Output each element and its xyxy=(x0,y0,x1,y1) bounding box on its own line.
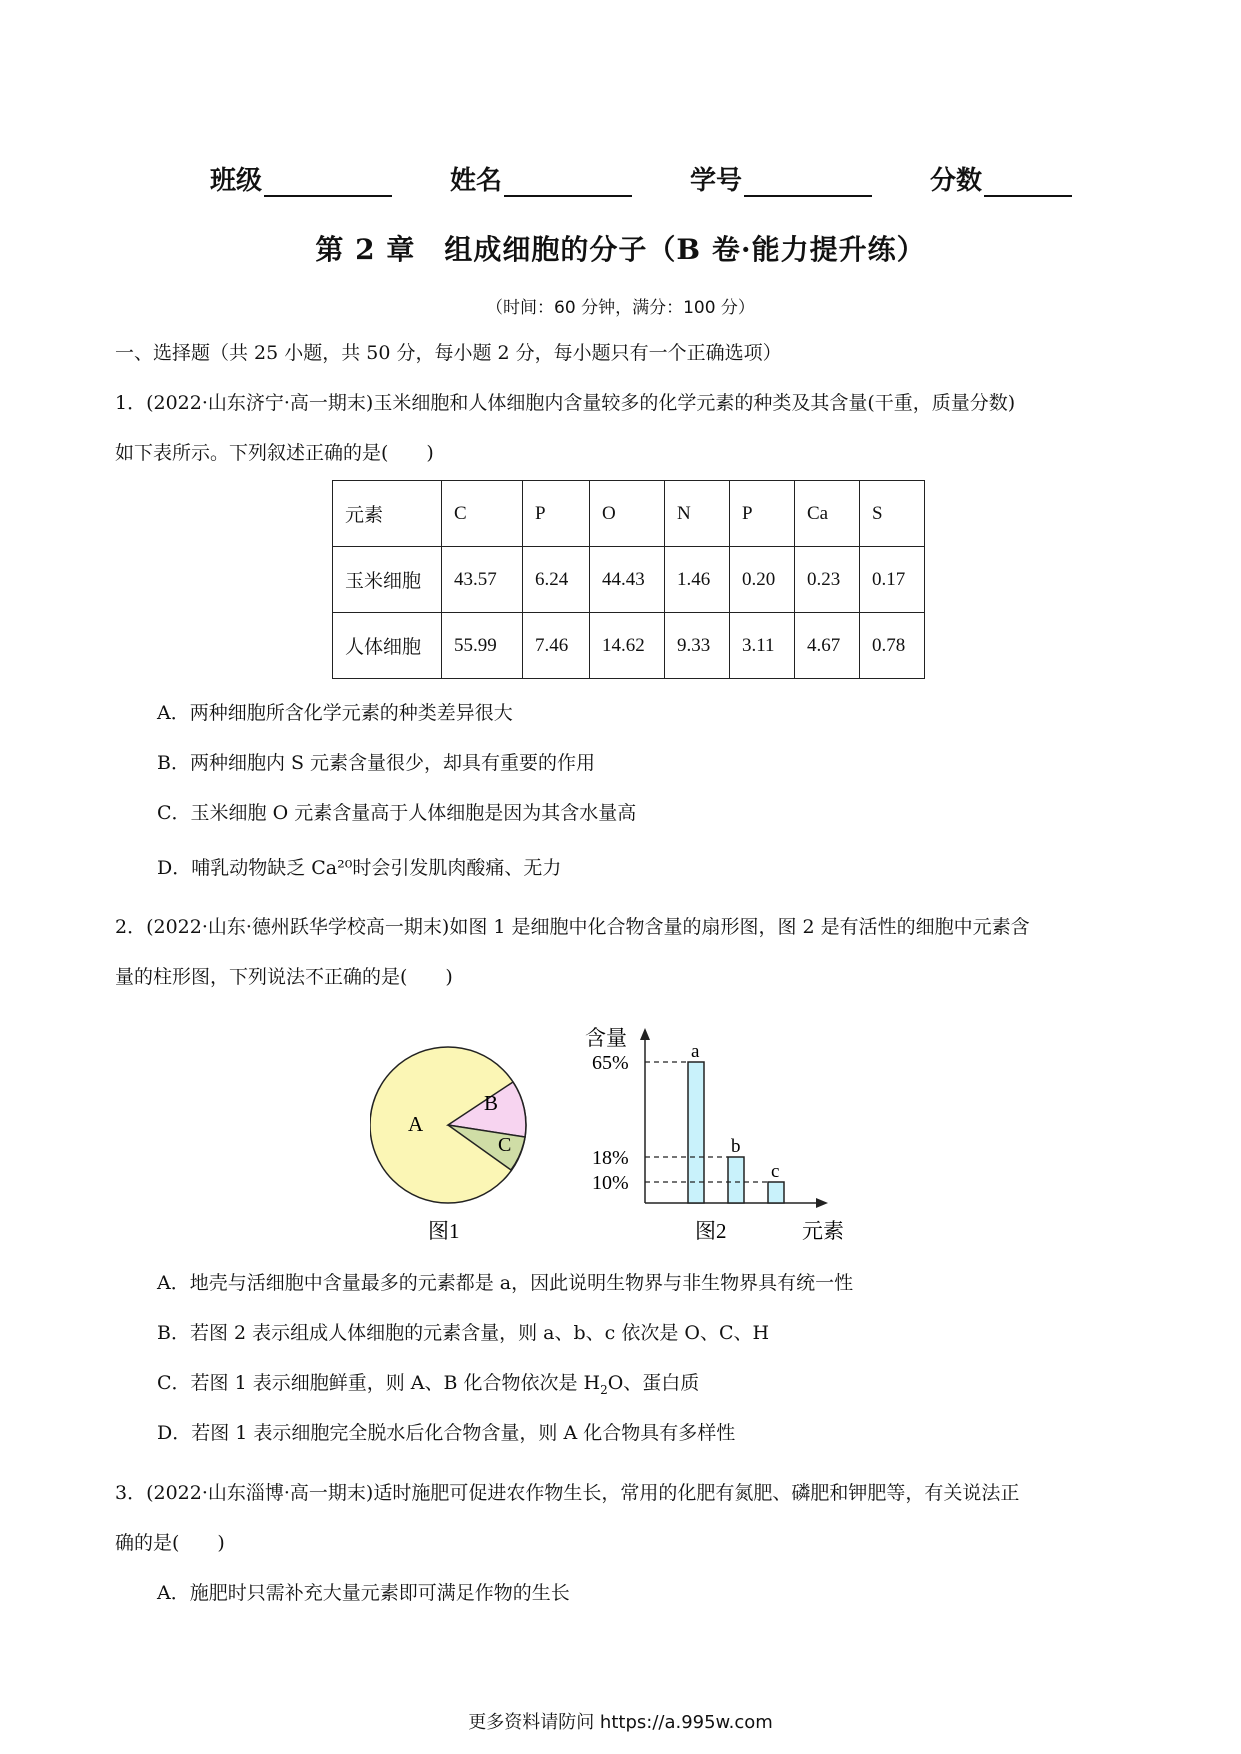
x-axis-arrow xyxy=(816,1198,828,1208)
exam-time-info: （时间：60 分钟，满分：100 分） xyxy=(486,298,755,318)
page-title: 第 2 章 组成细胞的分子（B 卷·能力提升练） xyxy=(315,233,926,266)
q1-stem-line1: 1．(2022·山东济宁·高一期末)玉米细胞和人体细胞内含量较多的化学元素的种类及其含量(干重，质量分数) xyxy=(115,392,1016,414)
element-content-table xyxy=(332,480,925,679)
q1-option-d[interactable]: D．哺乳动物缺乏 Ca²⁰时会引发肌肉酸痛、无力 xyxy=(157,857,562,879)
table-cell: 6.24 xyxy=(523,547,590,613)
name-blank[interactable] xyxy=(504,165,632,197)
pie-chart xyxy=(370,1047,526,1243)
bar-chart xyxy=(585,1026,844,1243)
q2-stem-line1: 2．(2022·山东·德州跃华学校高一期末)如图 1 是细胞中化合物含量的扇形图，图 2 是有活性的细胞中元素含 xyxy=(115,916,1030,938)
table-cell: 14.62 xyxy=(590,613,665,679)
table-cell: P xyxy=(523,481,590,547)
bar-b xyxy=(728,1157,744,1203)
student-id-blank[interactable] xyxy=(744,165,872,197)
pie-caption: 图1 xyxy=(428,1219,460,1243)
table-cell: 7.46 xyxy=(523,613,590,679)
score-blank[interactable] xyxy=(984,165,1072,197)
q2-option-a[interactable]: A．地壳与活细胞中含量最多的元素都是 a，因此说明生物界与非生物界具有统一性 xyxy=(157,1272,854,1294)
table-cell: 0.20 xyxy=(730,547,795,613)
table-cell: 人体细胞 xyxy=(333,613,442,679)
q2-option-c-text: C．若图 1 表示细胞鲜重，则 A、B 化合物依次是 H xyxy=(157,1372,601,1394)
q1-option-a[interactable]: A．两种细胞所含化学元素的种类差异很大 xyxy=(157,702,513,724)
table-row xyxy=(333,547,925,613)
q1-option-b[interactable]: B．两种细胞内 S 元素含量很少，却具有重要的作用 xyxy=(157,752,596,774)
y-tick-label: 18% xyxy=(592,1147,629,1169)
y-axis-arrow xyxy=(640,1028,650,1040)
y-axis-label: 含量 xyxy=(585,1026,627,1050)
table-cell: O xyxy=(590,481,665,547)
student-id-label: 学号 xyxy=(690,166,743,196)
bars-group xyxy=(592,1041,784,1203)
student-id-field xyxy=(690,160,872,197)
bar-label: c xyxy=(771,1161,780,1182)
footer-link[interactable]: 更多资料请防问 https://a.995w.com xyxy=(468,1712,773,1733)
q3-option-a[interactable]: A．施肥时只需补充大量元素即可满足作物的生长 xyxy=(157,1582,570,1604)
q2-option-d[interactable]: D．若图 1 表示细胞完全脱水后化合物含量，则 A 化合物具有多样性 xyxy=(157,1422,736,1444)
q2-option-c-text-end: O、蛋白质 xyxy=(607,1372,700,1394)
table-cell: 0.23 xyxy=(795,547,860,613)
table-cell: P xyxy=(730,481,795,547)
pie-label-b: B xyxy=(484,1091,499,1115)
table-cell: 1.46 xyxy=(665,547,730,613)
name-field xyxy=(450,160,632,197)
score-field xyxy=(930,160,1072,197)
table-cell: 3.11 xyxy=(730,613,795,679)
class-blank[interactable] xyxy=(264,165,392,197)
table-cell: 55.99 xyxy=(442,613,523,679)
q2-option-b[interactable]: B．若图 2 表示组成人体细胞的元素含量，则 a、b、c 依次是 O、C、H xyxy=(157,1322,770,1344)
q2-stem-line2: 量的柱形图，下列说法不正确的是( ) xyxy=(115,966,453,988)
q3-stem-line2: 确的是( ) xyxy=(115,1532,225,1554)
bar-caption: 图2 xyxy=(695,1219,727,1243)
q2-option-c[interactable] xyxy=(157,1368,699,1397)
bar-label: b xyxy=(731,1136,741,1157)
table-cell: 元素 xyxy=(333,481,442,547)
bar-label: a xyxy=(691,1041,700,1062)
x-axis-label: 元素 xyxy=(802,1219,844,1243)
table-row xyxy=(333,613,925,679)
student-info-line xyxy=(210,160,1130,197)
q3-stem-line1: 3．(2022·山东淄博·高一期末)适时施肥可促进农作物生长，常用的化肥有氮肥、磷肥和钾肥等，有关说法正 xyxy=(115,1482,1020,1504)
table-cell: Ca xyxy=(795,481,860,547)
y-tick-label: 65% xyxy=(592,1052,629,1074)
table-cell: C xyxy=(442,481,523,547)
q1-option-c[interactable]: C．玉米细胞 O 元素含量高于人体细胞是因为其含水量高 xyxy=(157,802,637,824)
pie-label-a: A xyxy=(408,1112,424,1136)
table-cell: S xyxy=(860,481,925,547)
q1-stem-line2: 如下表所示。下列叙述正确的是( ) xyxy=(115,442,434,464)
pie-label-c: C xyxy=(498,1134,512,1156)
q2-option-c-subscript: 2 xyxy=(600,1382,608,1397)
name-label: 姓名 xyxy=(450,166,503,196)
bar-c xyxy=(768,1182,784,1203)
q2-figure xyxy=(370,1020,870,1245)
table-cell: 玉米细胞 xyxy=(333,547,442,613)
table-cell: 9.33 xyxy=(665,613,730,679)
table-cell: 4.67 xyxy=(795,613,860,679)
class-field xyxy=(210,160,392,197)
class-label: 班级 xyxy=(210,166,263,196)
table-cell: N xyxy=(665,481,730,547)
table-cell: 43.57 xyxy=(442,547,523,613)
table-cell: 0.17 xyxy=(860,547,925,613)
score-label: 分数 xyxy=(930,166,983,196)
table-header-row xyxy=(333,481,925,547)
section-heading: 一、选择题（共 25 小题，共 50 分，每小题 2 分，每小题只有一个正确选项） xyxy=(115,342,782,364)
table-cell: 0.78 xyxy=(860,613,925,679)
table-cell: 44.43 xyxy=(590,547,665,613)
y-tick-label: 10% xyxy=(592,1172,629,1194)
